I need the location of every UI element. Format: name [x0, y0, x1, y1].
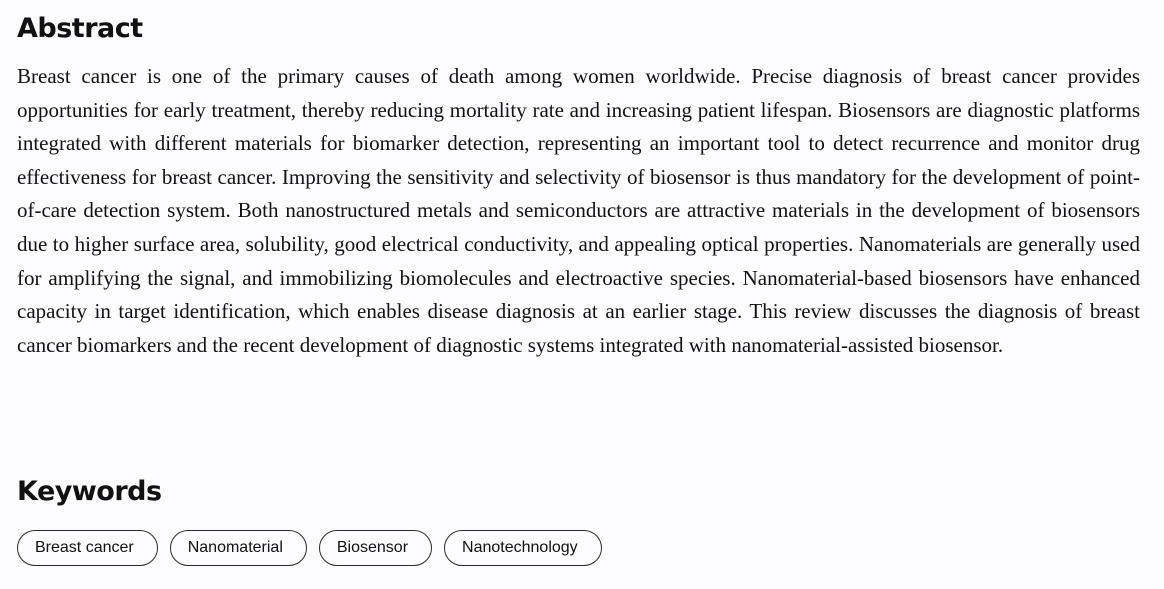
- keywords-heading: Keywords: [17, 476, 162, 507]
- keyword-chip-nanomaterial[interactable]: Nanomaterial: [170, 530, 307, 566]
- keyword-chip-biosensor[interactable]: Biosensor: [319, 530, 432, 566]
- keyword-chip-breast-cancer[interactable]: Breast cancer: [17, 530, 158, 566]
- keyword-list: [17, 530, 602, 566]
- keyword-chip-nanotechnology[interactable]: Nanotechnology: [444, 530, 602, 566]
- abstract-heading: Abstract: [17, 13, 143, 44]
- abstract-text: Breast cancer is one of the primary causes of death among women worldwide. Precise diagnosis of breast cancer provides opportunities for early treatment, thereby reducing mortality rate and increasing patient lifespan. Biosensors are diagnostic platforms integrated with different materials for biomarker detection, representing an important tool to detect recurrence and monitor drug effectiveness for breast cancer. Improving the sensitivity and selectivity of biosensor is thus mandatory for the development of point-of-care detection system. Both nanostructured metals and semiconductors are attractive materials in the development of biosensors due to higher surface area, solubility, good electrical conductivity, and appealing optical properties. Nanomaterials are generally used for amplifying the signal, and immobilizing biomolecules and electroactive species. Nanomaterial-based biosensors have enhanced capacity in target identification, which enables disease diagnosis at an earlier stage. This review discusses the diagnosis of breast cancer biomarkers and the recent development of diagnostic systems integrated with nanomaterial-assisted biosensor.: [17, 64, 1140, 357]
